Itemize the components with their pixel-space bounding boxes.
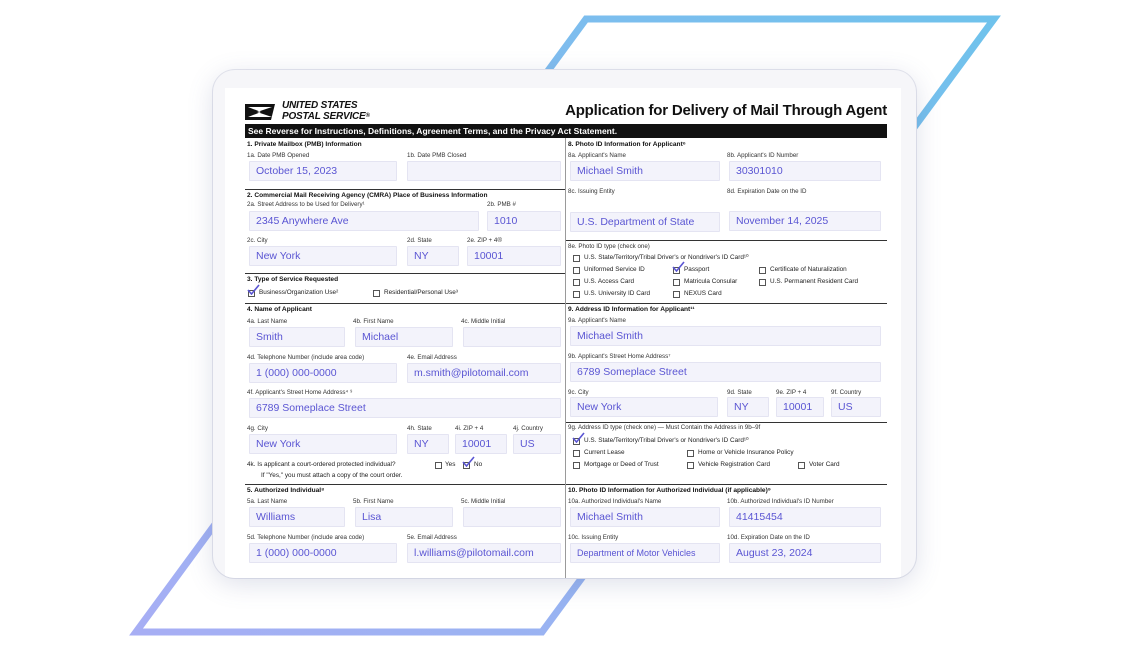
id-type-access-card-checkbox[interactable] [573, 279, 580, 286]
label-4b: 4b. First Name [353, 318, 394, 325]
residential-use-label: Residential/Personal Use³ [384, 289, 458, 296]
address-id-lease-checkbox[interactable] [573, 450, 580, 457]
id-type-nexus-checkbox[interactable] [673, 291, 680, 298]
label-10c: 10c. Issuing Entity [568, 534, 619, 541]
residential-use-checkbox[interactable] [373, 290, 380, 297]
id-type-uniformed-checkbox[interactable] [573, 267, 580, 274]
date-pmb-opened-field[interactable]: October 15, 2023 [249, 161, 397, 181]
section-9-title: 9. Address ID Information for Applicant¹¹ [568, 306, 695, 313]
authorized-email-field[interactable]: l.williams@pilotomail.com [407, 543, 561, 563]
label-4f: 4f. Applicant's Street Home Address⁴ ⁹ [247, 389, 353, 396]
divider-8e [566, 240, 887, 241]
address-id-lease-label: Current Lease [584, 449, 625, 456]
id-type-permanent-resident-label: U.S. Permanent Resident Card [770, 278, 859, 285]
label-10b: 10b. Authorized Individual's ID Number [727, 498, 834, 505]
label-4g: 4g. City [247, 425, 268, 432]
logo-line-2: POSTAL SERVICE [282, 111, 366, 122]
ps-form-1583 [225, 88, 901, 578]
address-id-insurance-checkbox[interactable] [687, 450, 694, 457]
id-type-nexus-label: NEXUS Card [684, 290, 722, 297]
label-9c: 9c. City [568, 389, 589, 396]
address-id-voter-card-checkbox[interactable] [798, 462, 805, 469]
label-4d: 4d. Telephone Number (include area code) [247, 354, 365, 361]
section-10-title: 10. Photo ID Information for Authorized Individual (if applicable)⁹ [568, 487, 771, 494]
address-id-city-field[interactable]: New York [570, 397, 718, 417]
usps-eagle-logo-icon [245, 102, 277, 122]
divider-s3 [245, 273, 565, 274]
label-4j: 4j. Country [513, 425, 543, 432]
applicant-last-name-field[interactable]: Smith [249, 327, 345, 347]
section-4-title: 4. Name of Applicant [247, 306, 312, 313]
id-type-university-label: U.S. University ID Card [584, 290, 651, 297]
address-id-insurance-label: Home or Vehicle Insurance Policy [698, 449, 794, 456]
label-5e: 5e. Email Address [407, 534, 457, 541]
label-4c: 4c. Middle Initial [461, 318, 506, 325]
label-5c: 5c. Middle Initial [461, 498, 506, 505]
id-type-access-card-label: U.S. Access Card [584, 278, 635, 285]
label-8c: 8c. Issuing Entity [568, 188, 615, 195]
label-4i: 4i. ZIP + 4 [455, 425, 484, 432]
authorized-phone-field[interactable]: 1 (000) 000-0000 [249, 543, 397, 563]
protected-individual-question: 4k. Is applicant a court-ordered protected individual? [247, 461, 396, 468]
applicant-home-address-field[interactable]: 6789 Someplace Street [249, 398, 561, 418]
address-id-vehicle-reg-checkbox[interactable] [687, 462, 694, 469]
protected-yes-checkbox[interactable] [435, 462, 442, 469]
instructions-banner: See Reverse for Instructions, Definitions, Agreement Terms, and the Privacy Act Statement. [245, 124, 887, 138]
label-1a: 1a. Date PMB Opened [247, 152, 310, 159]
label-2a: 2a. Street Address to be Used for Delivery¹ [247, 201, 365, 208]
label-4a: 4a. Last Name [247, 318, 288, 325]
divider-s10 [566, 484, 887, 485]
address-id-name-field[interactable]: Michael Smith [570, 326, 881, 346]
label-9e: 9e. ZIP + 4 [776, 389, 807, 396]
id-type-permanent-resident-checkbox[interactable] [759, 279, 766, 286]
label-4e: 4e. Email Address [407, 354, 457, 361]
label-9a: 9a. Applicant's Name [568, 317, 626, 324]
protected-no-label: No [474, 461, 483, 468]
label-5a: 5a. Last Name [247, 498, 288, 505]
business-use-label: Business/Organization Use² [259, 289, 339, 296]
cmra-state-field[interactable]: NY [407, 246, 459, 266]
divider-s2 [245, 189, 565, 190]
label-9f: 9f. Country [831, 389, 862, 396]
authorized-id-name-field[interactable]: Michael Smith [570, 507, 720, 527]
form-card [213, 70, 916, 578]
label-9g: 9g. Address ID type (check one) — Must Contain the Address in 9b–9f [568, 424, 761, 431]
section-8-title: 8. Photo ID Information for Applicant⁶ [568, 141, 686, 148]
address-id-state-card-label: U.S. State/Territory/Tribal Driver's or Nondriver's ID Card¹⁰ [584, 437, 749, 444]
address-id-mortgage-checkbox[interactable] [573, 462, 580, 469]
issuing-entity-field[interactable]: U.S. Department of State [570, 212, 720, 232]
label-2e: 2e. ZIP + 4® [467, 237, 502, 244]
address-id-zip-field[interactable]: 10001 [776, 397, 824, 417]
applicant-email-field[interactable]: m.smith@pilotomail.com [407, 363, 561, 383]
applicant-phone-field[interactable]: 1 (000) 000-0000 [249, 363, 397, 383]
address-id-country-field[interactable]: US [831, 397, 881, 417]
protected-yes-label: Yes [445, 461, 456, 468]
authorized-last-name-field[interactable]: Williams [249, 507, 345, 527]
authorized-id-number-field[interactable]: 41415454 [729, 507, 881, 527]
date-pmb-closed-field[interactable] [407, 161, 561, 181]
applicant-city-field[interactable]: New York [249, 434, 397, 454]
usps-logo-text [282, 100, 370, 122]
applicant-state-field[interactable]: NY [407, 434, 449, 454]
id-type-matricula-checkbox[interactable] [673, 279, 680, 286]
applicant-zip-field[interactable]: 10001 [455, 434, 507, 454]
cmra-city-field[interactable]: New York [249, 246, 397, 266]
label-8a: 8a. Applicant's Name [568, 152, 626, 159]
label-8e: 8e. Photo ID type (check one) [568, 243, 650, 250]
logo-line-1: UNITED STATES [282, 100, 358, 111]
address-id-vehicle-reg-label: Vehicle Registration Card [698, 461, 771, 468]
id-type-uniformed-label: Uniformed Service ID [584, 266, 645, 273]
label-8b: 8b. Applicant's ID Number [727, 152, 799, 159]
court-order-note: If "Yes," you must attach a copy of the court order. [261, 472, 403, 479]
id-type-university-checkbox[interactable] [573, 291, 580, 298]
section-2-title: 2. Commercial Mail Receiving Agency (CMRA) Place of Business Information [247, 192, 488, 199]
authorized-issuing-entity-field[interactable]: Department of Motor Vehicles [570, 543, 720, 563]
registered-mark: ® [365, 113, 370, 119]
divider-s9 [566, 303, 887, 304]
divider-s4 [245, 303, 565, 304]
form-title: Application for Delivery of Mail Through Agent [565, 102, 887, 119]
address-id-mortgage-label: Mortgage or Deed of Trust [584, 461, 659, 468]
id-expiration-field[interactable]: November 14, 2025 [729, 211, 881, 231]
label-5d: 5d. Telephone Number (include area code) [247, 534, 365, 541]
label-10d: 10d. Expiration Date on the ID [727, 534, 810, 541]
address-id-voter-card-label: Voter Card [809, 461, 840, 468]
cmra-street-field[interactable]: 2345 Anywhere Ave [249, 211, 479, 231]
label-5b: 5b. First Name [353, 498, 394, 505]
section-5-title: 5. Authorized Individual⁸ [247, 487, 325, 494]
id-type-state-label: U.S. State/Territory/Tribal Driver's or Nondriver's ID Card¹⁰ [584, 254, 749, 261]
label-9b: 9b. Applicant's Street Home Address⁷ [568, 353, 671, 360]
id-type-naturalization-checkbox[interactable] [759, 267, 766, 274]
address-id-state-field[interactable]: NY [727, 397, 769, 417]
applicant-country-field[interactable]: US [513, 434, 561, 454]
label-2d: 2d. State [407, 237, 432, 244]
address-id-street-field[interactable]: 6789 Someplace Street [570, 362, 881, 382]
label-2b: 2b. PMB # [487, 201, 516, 208]
authorized-first-name-field[interactable]: Lisa [355, 507, 453, 527]
id-type-passport-label: Passport [684, 266, 710, 273]
id-type-naturalization-label: Certificate of Naturalization [770, 266, 847, 273]
applicant-id-name-field[interactable]: Michael Smith [570, 161, 720, 181]
cmra-zip-field[interactable]: 10001 [467, 246, 561, 266]
applicant-id-number-field[interactable]: 30301010 [729, 161, 881, 181]
pmb-number-field[interactable]: 1010 [487, 211, 561, 231]
id-type-state-checkbox[interactable] [573, 255, 580, 262]
column-divider [565, 138, 566, 578]
authorized-middle-initial-field[interactable] [463, 507, 561, 527]
section-3-title: 3. Type of Service Requested [247, 276, 339, 283]
divider-s5 [245, 484, 565, 485]
label-2c: 2c. City [247, 237, 268, 244]
label-10a: 10a. Authorized Individual's Name [568, 498, 662, 505]
applicant-first-name-field[interactable]: Michael [355, 327, 453, 347]
label-1b: 1b. Date PMB Closed [407, 152, 467, 159]
divider-9g [566, 422, 887, 423]
label-9d: 9d. State [727, 389, 752, 396]
id-type-matricula-label: Matricula Consular [684, 278, 738, 285]
section-1-title: 1. Private Mailbox (PMB) Information [247, 141, 362, 148]
authorized-id-expiration-field[interactable]: August 23, 2024 [729, 543, 881, 563]
applicant-middle-initial-field[interactable] [463, 327, 561, 347]
label-8d: 8d. Expiration Date on the ID [727, 188, 807, 195]
label-4h: 4h. State [407, 425, 432, 432]
